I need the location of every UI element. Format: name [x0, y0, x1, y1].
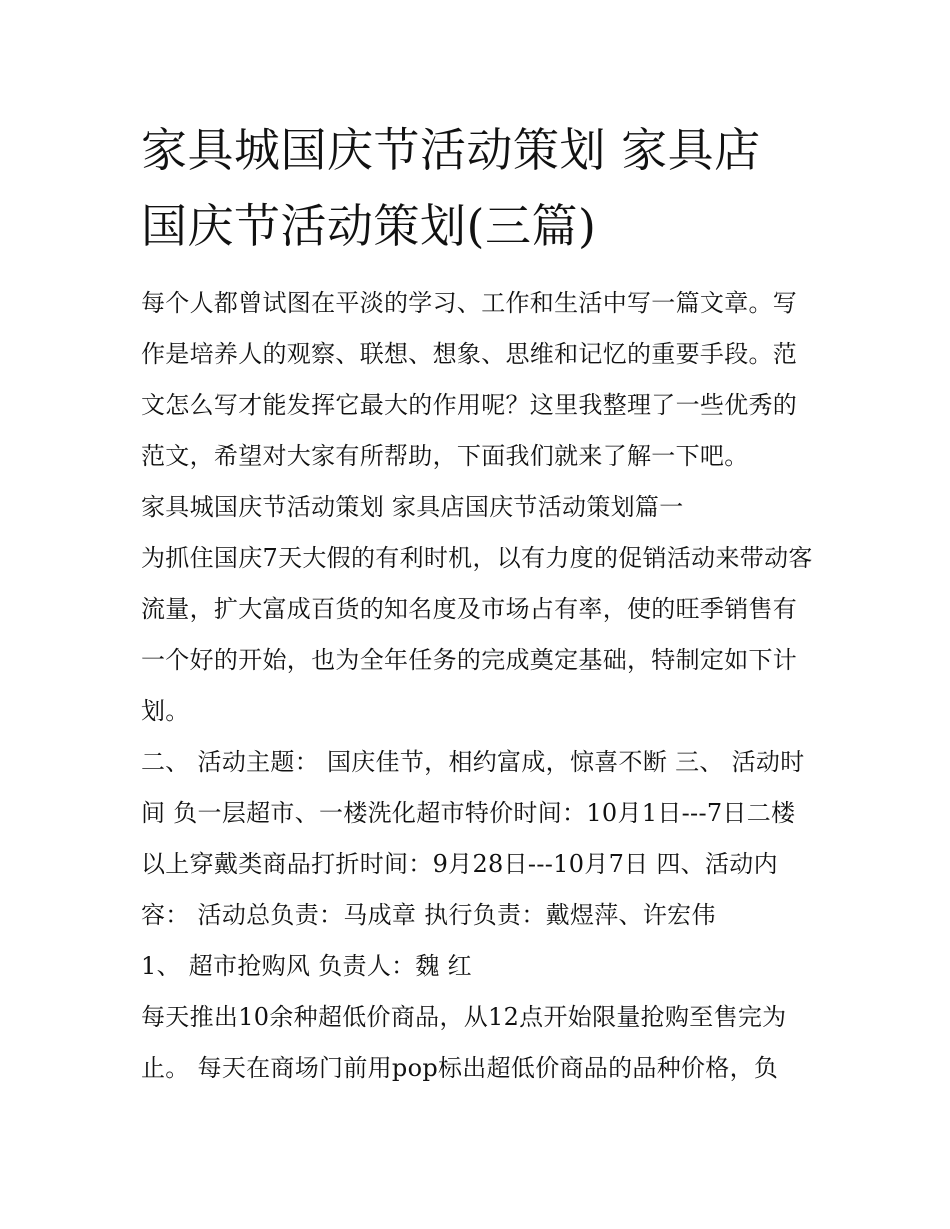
item-description-paragraph: 每天推出10余种超低价商品，从12点开始限量抢购至售完为止。 每天在商场门前用pop标出超低价商品的品种价格，负	[141, 1003, 787, 1082]
document-title: 家具城国庆节活动策划 家具店 国庆节活动策划(三篇)	[141, 123, 761, 253]
activity-details-paragraph: 二、 活动主题： 国庆佳节，相约富成，惊喜不断 三、 活动时间 负一层超市、一楼洗化超市特价时间：10月1日---7日二楼以上穿戴类商品打折时间：9月28日---10月7日 四、活动内容： 活动总负责：马成章 执行负责：戴煜萍、许宏伟	[141, 748, 805, 929]
intro-paragraph: 每个人都曾试图在平淡的学习、工作和生活中写一篇文章。写作是培养人的观察、联想、想象、思维和记忆的重要手段。范文怎么写才能发挥它最大的作用呢？这里我整理了一些优秀的范文，希望对大家有所帮助，下面我们就来了解一下吧。	[141, 289, 798, 470]
section-heading: 家具城国庆节活动策划 家具店国庆节活动策划篇一	[141, 493, 684, 521]
item-heading: 1、 超市抢购风 负责人：魏 红	[141, 952, 472, 980]
purpose-paragraph: 为抓住国庆7天大假的有利时机，以有力度的促销活动来带动客流量，扩大富成百货的知名度及市场占有率，使的旺季销售有一个好的开始，也为全年任务的完成奠定基础，特制定如下计划。	[141, 544, 813, 725]
document-body	[141, 112, 813, 1094]
